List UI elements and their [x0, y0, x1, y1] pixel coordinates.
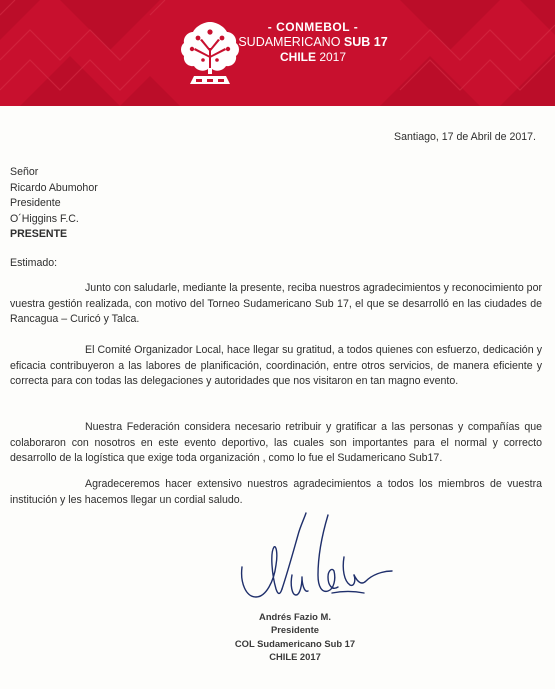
recipient-role: Presidente: [10, 197, 61, 209]
letter-paragraph-4: [10, 477, 542, 508]
letterhead-banner: [0, 0, 555, 106]
letter-paragraph-3: [10, 420, 542, 467]
letter-greeting: Estimado:: [10, 257, 58, 269]
brand-sub17: SUB 17: [340, 35, 388, 49]
brand-conmebol: - CONMEBOL -: [267, 20, 359, 34]
brand-chile-2017: [238, 50, 388, 65]
signer-name: Andrés Fazio M.: [259, 611, 331, 622]
letter-paragraph-1: [10, 281, 542, 328]
event-logo: [176, 16, 388, 96]
letter-paragraph-2: [10, 343, 542, 390]
paragraph-text: El Comité Organizador Local, hace llegar su gratitud, a todos quienes con esfuerzo, dedicación y eficacia contribuyeron a las labores de planificación, coordinación, entre otros servicios, de manera eficiente y correcta para con todas las delegaciones y autoridades que nos visitaron en tan magno evento.: [10, 344, 542, 387]
brand-year: 2017: [315, 50, 347, 64]
brand-sudamericano-word: SUDAMERICANO: [238, 35, 341, 49]
signer-committee: COL Sudamericano Sub 17: [234, 637, 356, 649]
signer-title: Presidente: [271, 624, 319, 636]
letter-date: Santiago, 17 de Abril de 2017.: [394, 131, 536, 143]
event-brand-text: [238, 20, 388, 65]
recipient-block: [10, 166, 98, 244]
tree-logo-icon: [176, 18, 244, 88]
recipient-name: Ricardo Abumohor: [10, 181, 98, 194]
paragraph-text: Junto con saludarle, mediante la presente, reciba nuestros agradecimientos y reconocimiento por vuestra gestión realizada, con motivo del Torneo Sudamericano Sub 17, el que se desarrolló en las ciudades de Rancagua – Curicó y Talca.: [10, 282, 542, 325]
recipient-presente: PRESENTE: [10, 228, 68, 240]
brand-sudamericano: [238, 35, 388, 50]
paragraph-text: Agradeceremos hacer extensivo nuestros agradecimientos a todos los miembros de vuestra institución y les hacemos llegar un cordial saludo.: [10, 478, 542, 506]
recipient-organization: O´Higgins F.C.: [10, 212, 79, 225]
recipient-salutation: Señor: [10, 166, 39, 178]
signer-place: CHILE 2017: [269, 650, 321, 662]
handwritten-signature: [232, 505, 412, 625]
paragraph-text: Nuestra Federación considera necesario retribuir y gratificar a las personas y compañías que colaboraron con nosotros en este evento deportivo, las cuales son importantes para el normal y correcto desarrollo de la logística que exige toda organización , como lo fue el Sudamericano Sub17.: [10, 421, 542, 464]
signer-block: [200, 610, 390, 663]
brand-chile: CHILE: [279, 50, 316, 64]
